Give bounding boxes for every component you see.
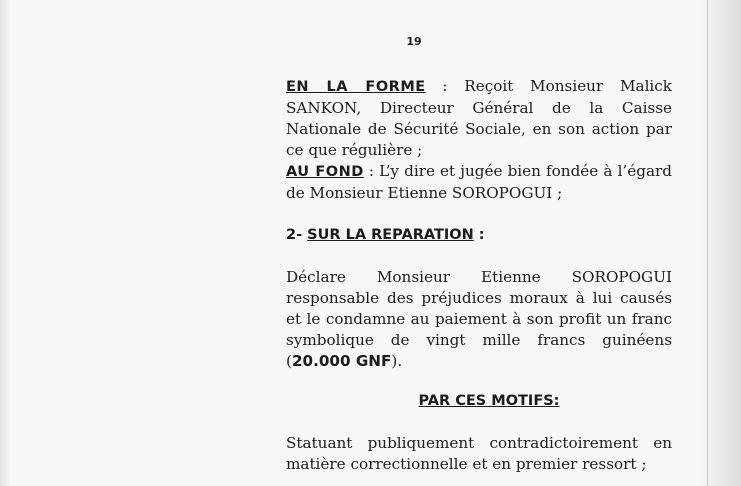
fond-text: : L’y dire et jugée bien fondée à l’égard de Monsieur Etienne SOROPOGUI ; [286,162,672,202]
page-edge-line [707,0,708,486]
document-body [286,76,672,475]
reparation-paragraph [286,267,672,372]
reparation-text-end: ). [391,352,403,370]
spacer [286,412,672,433]
scan-left-shadow [0,0,10,486]
reparation-number: 2- [286,227,303,243]
motifs-heading: PAR CES MOTIFS: [418,393,560,409]
fond-paragraph [286,161,672,204]
spacer [286,246,672,267]
reparation-title: SUR LA REPARATION [307,227,474,243]
forme-heading: EN LA FORME [286,79,426,95]
reparation-heading [286,225,672,246]
forme-paragraph [286,76,672,161]
reparation-text: Déclare Monsieur Etienne SOROPOGUI responsable des préjudices moraux à lui causés et le condamne au paiement à son profit un franc symbolique de vingt mille francs guinéens ( [286,268,672,370]
reparation-colon: : [478,227,485,243]
forme-text: : Reçoit Monsieur Malick SANKON, Directeur Général de la Caisse Nationale de Sécurité Sociale, en son action par ce que régulière ; [286,77,672,159]
fond-heading: AU FOND [286,164,364,180]
page-number: 19 [406,35,422,48]
statuant-paragraph: Statuant publiquement contradictoirement en matière correctionnelle et en premier ressort ; [286,434,672,473]
reparation-amount: 20.000 GNF [291,352,392,370]
